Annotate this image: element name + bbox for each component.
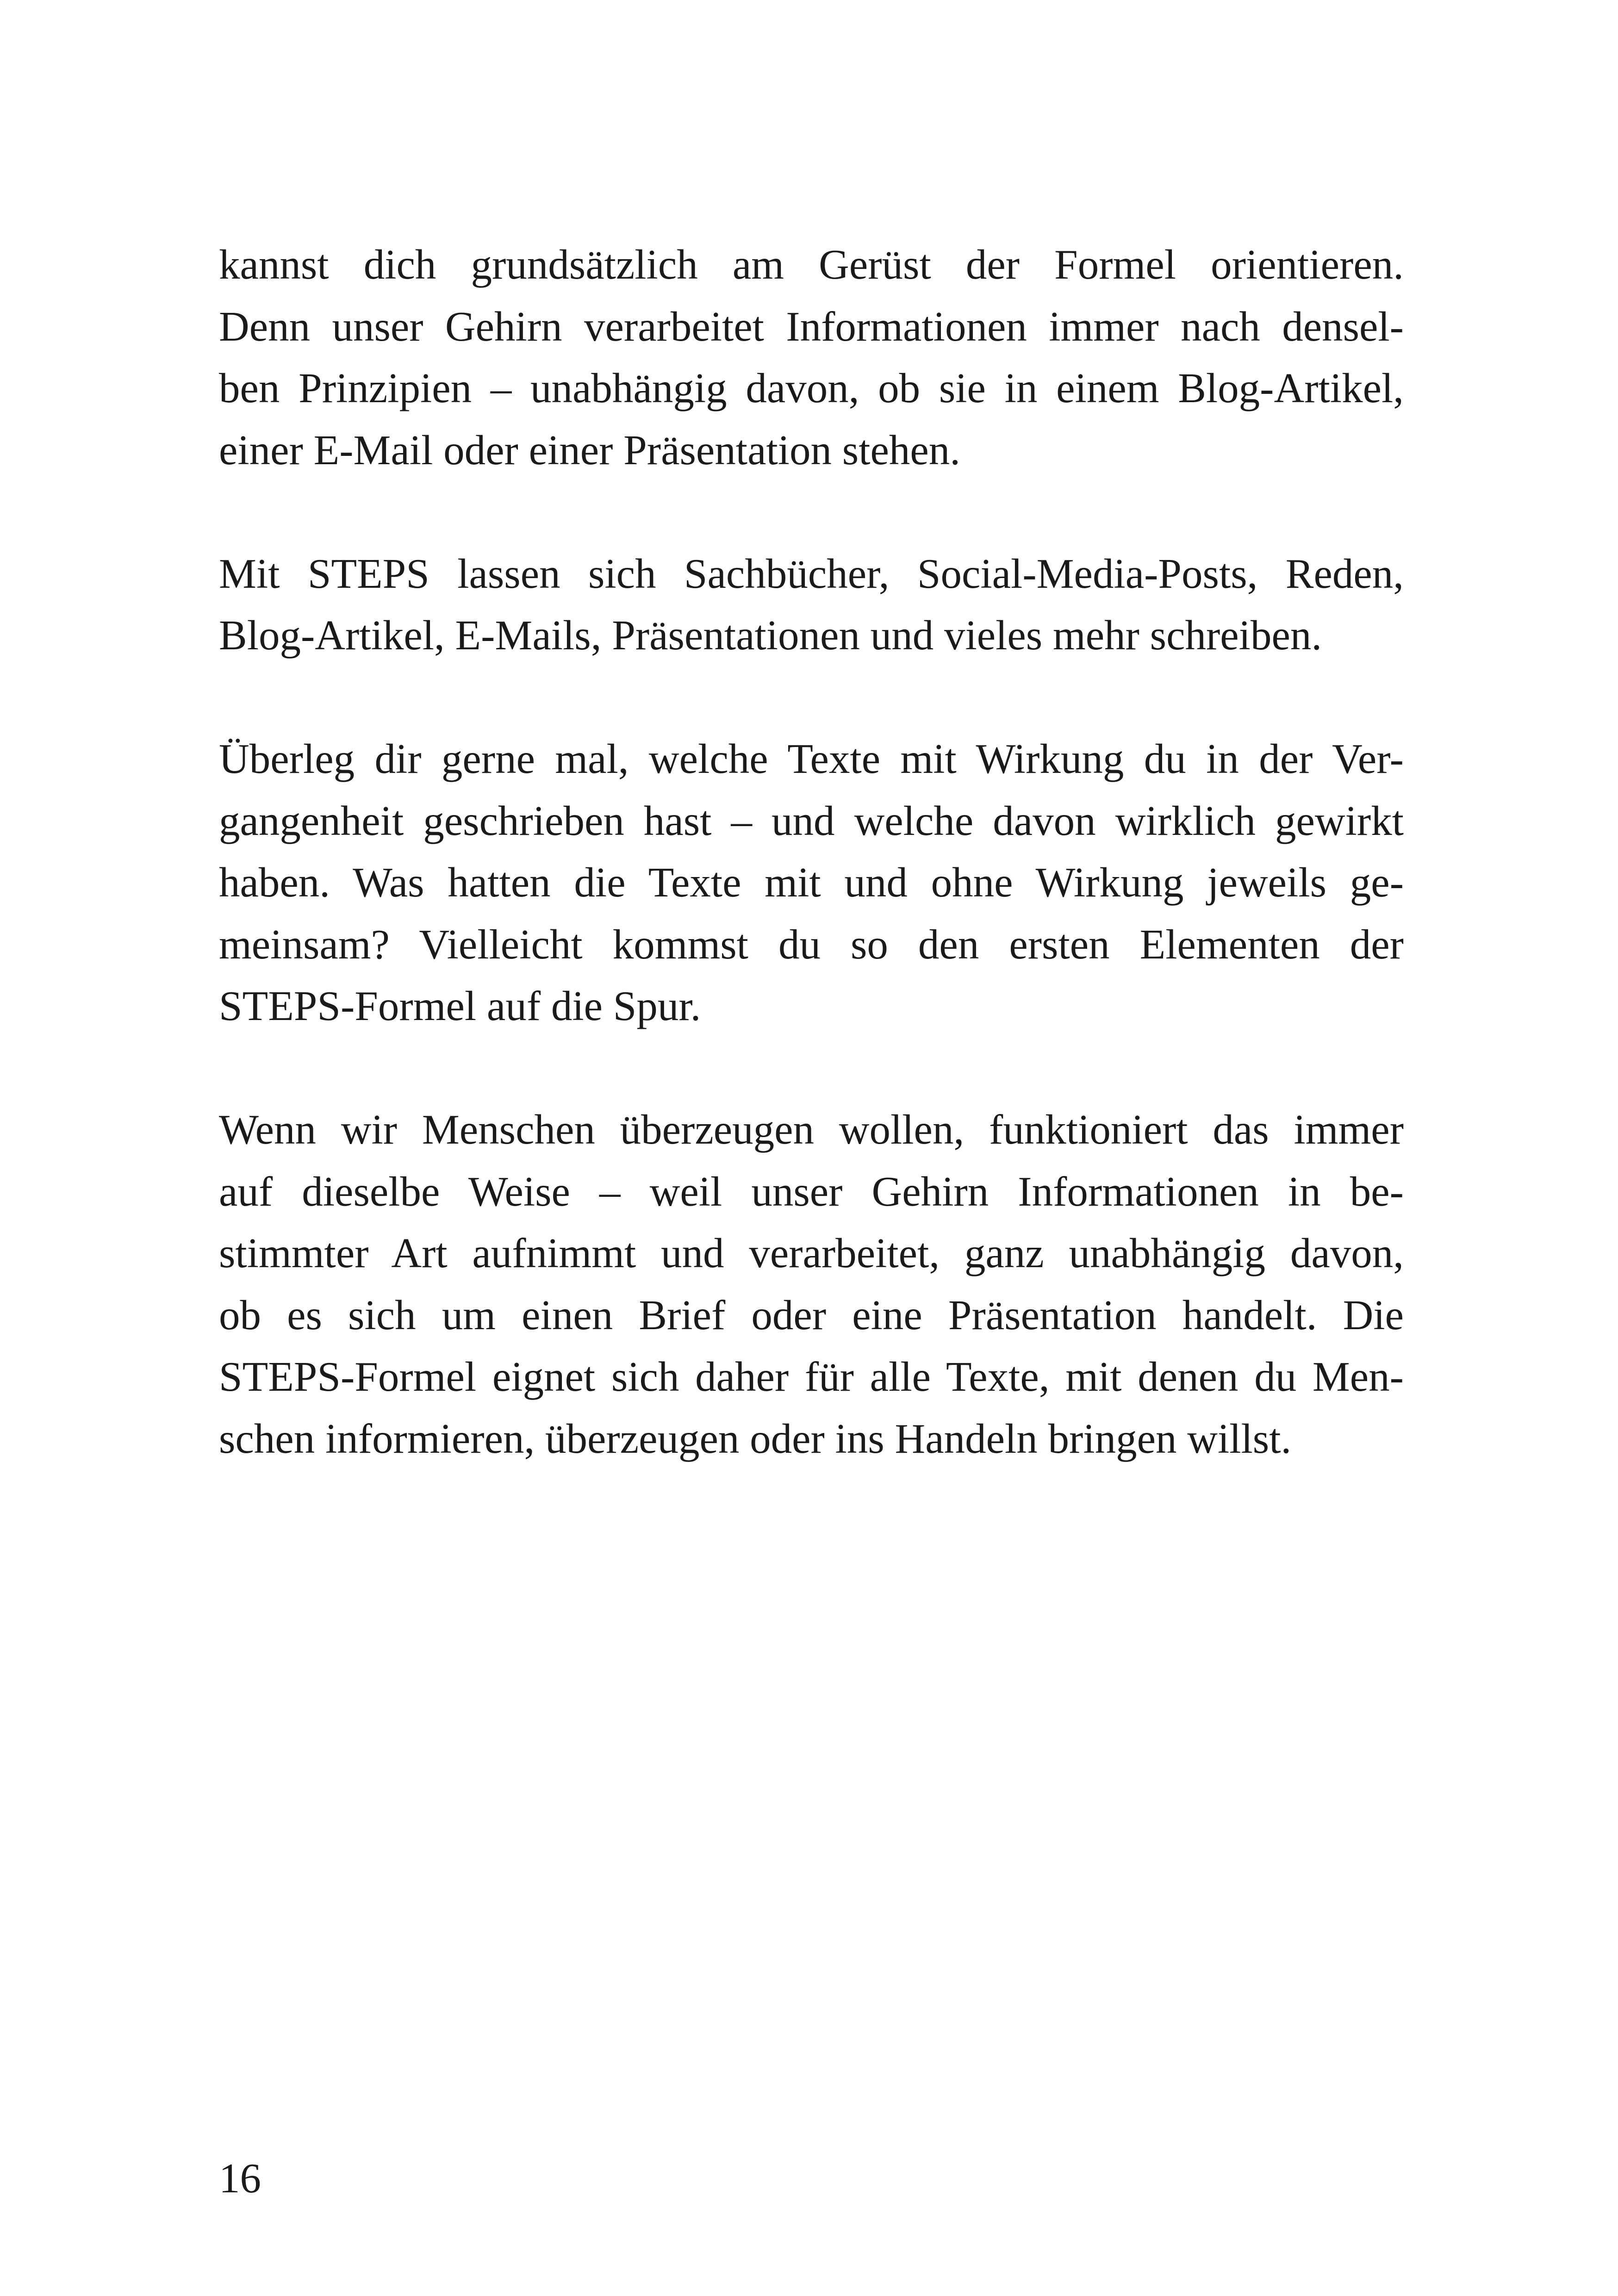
text-line: auf dieselbe Weise – weil unser Gehirn Informationen in be- (219, 1168, 1404, 1215)
text-line: ob es sich um einen Brief oder eine Präsentation handelt. Die (219, 1291, 1404, 1338)
paragraph (219, 1099, 1404, 1469)
text-line: stimmter Art aufnimmt und verarbeitet, ganz unabhängig davon, (219, 1230, 1404, 1276)
text-line: schen informieren, überzeugen oder ins Handeln bringen willst. (219, 1415, 1292, 1462)
text-line: kannst dich grundsätzlich am Gerüst der Formel orientieren. (219, 241, 1404, 288)
text-line: STEPS-Formel eignet sich daher für alle Texte, mit denen du Men- (219, 1353, 1404, 1400)
text-line: einer E-Mail oder einer Präsentation stehen. (219, 426, 961, 473)
paragraph-gap (219, 1037, 1404, 1099)
body-text (219, 234, 1404, 1469)
text-line: Blog-Artikel, E-Mails, Präsentationen und vieles mehr schreiben. (219, 612, 1322, 659)
paragraph (219, 543, 1404, 666)
paragraph-gap (219, 481, 1404, 543)
text-line: meinsam? Vielleicht kommst du so den ersten Elementen der (219, 921, 1404, 968)
paragraph (219, 728, 1404, 1037)
text-line: ben Prinzipien – unabhängig davon, ob sie in einem Blog-Artikel, (219, 365, 1404, 411)
page-number: 16 (219, 2155, 261, 2202)
text-line: gangenheit geschrieben hast – und welche davon wirklich gewirkt (219, 797, 1404, 844)
text-line: Denn unser Gehirn verarbeitet Informationen immer nach densel- (219, 303, 1404, 350)
text-line: haben. Was hatten die Texte mit und ohne Wirkung jeweils ge- (219, 859, 1404, 906)
text-line: Überleg dir gerne mal, welche Texte mit Wirkung du in der Ver- (219, 735, 1404, 782)
paragraph (219, 234, 1404, 481)
paragraph-gap (219, 666, 1404, 728)
text-line: Wenn wir Menschen überzeugen wollen, funktioniert das immer (219, 1106, 1404, 1153)
text-line: STEPS-Formel auf die Spur. (219, 983, 701, 1029)
text-line: Mit STEPS lassen sich Sachbücher, Social-Media-Posts, Reden, (219, 550, 1404, 597)
